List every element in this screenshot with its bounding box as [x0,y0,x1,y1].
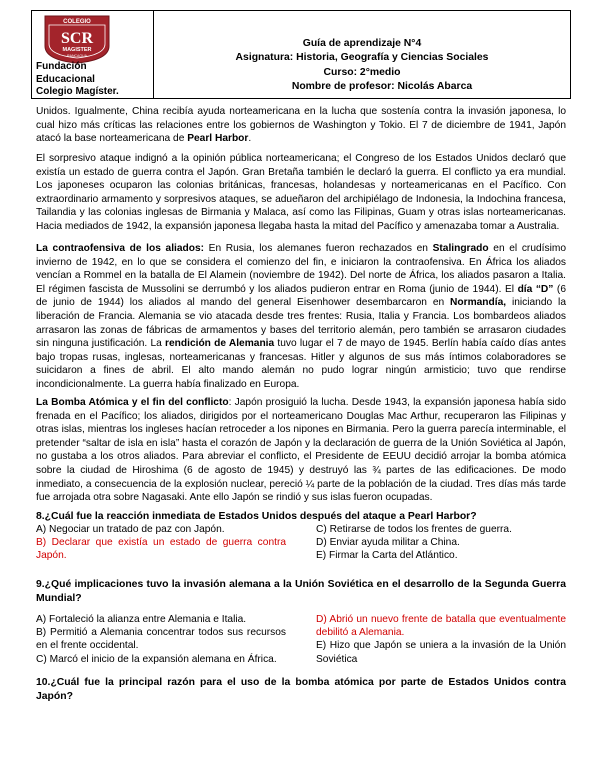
subject-line: Asignatura: Historia, Geografía y Ciencias Sociales [235,52,489,64]
svg-text:COLEGIO: COLEGIO [63,19,91,25]
header-table [31,10,571,99]
header-logo-cell [32,11,154,98]
question-8-options [36,523,566,563]
paragraph-atomic-bomb: La Bomba Atómica y el fin del conflicto: Japón prosiguió la lucha. Desde 1943, la expansión japonesa había sido frenada en el Pacífico; los aliados, dirigidos por el norteamericano Douglas Mac Arthur, recuperaron las Filipinas y otras islas, mientras los ingleses hacían retroceder a los nipones en Birmania. Pero la guerra parecía interminable, el pretender “saltar de isla en isla” hasta el corazón de Japón y la declaración de guerra de la Unión Soviética al Japón, no gustaba a los otros aliados. Para abreviar el conflicto, el Presidente de EEUU decidió arrojar la bomba atómica sobre la ciudad de Hiroshima (6 de agosto de 1945) y destruyó las ¾ partes de las edificaciones. De modo inmediato, a consecuencia de la explosión nuclear, pereció ¼ parte de la población de la ciudad. Tres días más tarde fue arrojada otra sobre Nagasaki. Ante ello Japón se rindió y sus islas fueron ocupadas. [36,397,566,504]
foundation-name: Fundación Educacional Colegio Magíster. [36,61,119,97]
question-9-options [36,613,566,666]
question-9: 9.¿Qué implicaciones tuvo la invasión alemana a la Unión Soviética en el desarrollo de la Segunda Guerra Mundial? [36,579,566,604]
header-info-cell [154,11,570,98]
paragraph-pearl-harbor: Unidos. Igualmente, China recibía ayuda norteamericana en la lucha que sostenía contra la invasión japonesa, lo cual hizo más críticas las relaciones entre los gobiernos de Washington y Tokio. El 7 de diciembre de 1941, Japón atacó la base norteamericana de Pearl Harbor. [36,106,566,145]
svg-text:SCR: SCR [60,30,94,47]
q8-option-a[interactable]: A) Negociar un tratado de paz con Japón. [36,524,225,535]
q9-option-a[interactable]: A) Fortaleció la alianza entre Alemania e Italia. [36,614,247,625]
q9-option-e[interactable]: E) Hizo que Japón se uniera a la invasión de la Unión Soviética [316,640,566,665]
q8-option-c[interactable]: C) Retirarse de todos los frentes de guerra. [316,524,512,535]
q9-option-c[interactable]: C) Marcó el inicio de la expansión alemana en África. [36,653,277,665]
q8-option-d[interactable]: D) Enviar ayuda militar a China. [316,537,460,549]
paragraph-world-conflict: El sorpresivo ataque indignó a la opinión pública norteamericana; el Congreso de los Estados Unidos declaró que existía un estado de guerra contra el Japón. Gran Bretaña también le declaró la guerra. El conflicto ya era mundial. Los japoneses ocuparon las colonias británicas, francesas, holandesas y norteamericanas en el Pacífico. Con extraordinario armamento y sorpresivos ataques, se adueñaron del archipiélago de Indonesia, la Indochina francesa, Tailandia y las colonias inglesas de Birmania y Malaca, así como las Filipinas, Guam y otras islas norteamericanas. Hacia mediados de 1942, la expansión japonesa llegaba hasta la mitad del Pacífico y amenazaba tomar a Australia. [36,153,566,232]
paragraph-allied-counteroffensive: La contraofensiva de los aliados: En Rusia, los alemanes fueron rechazados en Stalingrado en el crudísimo invierno de 1942, en lo que se considera el comienzo del fin, e iniciaron la contraofensiva. En África los aliados vencían a Rommel en la batalla de El Alamein (noviembre de 1942). Del norte de África, los aliados pasaron a Italia. El régimen fascista de Mussolini se derrumbó y los aliados pudieron entrar en Roma (junio de 1944). El día “D” (6 de junio de 1944) los aliados al mando del general Eisenhower desembarcaron en Normandía, iniciando la liberación de Francia. Alemania se vio atacada desde tres frentes: Rusia, Italia y Francia. Los bombardeos aliados arrasaron las zonas de fábricas de armamentos y bases del territorio alemán, pero también se arrasaron ciudades sin ninguna justificación. La rendición de Alemania tuvo lugar el 7 de mayo de 1945. Berlín había caído días antes bajo tropas rusas, inglesas, norteamericanas y francesas. Hitler y algunos de sus más íntimos colaboradores se suicidaron a fines de abril. El alto mando alemán no pudo lograr ningún armisticio; tuvo que rendirse incondicionalmente. La guerra había finalizado en Europa. [36,243,566,390]
q8-option-e[interactable]: E) Firmar la Carta del Atlántico. [316,550,458,562]
q9-option-b[interactable]: B) Permitió a Alemania concentrar todos sus recursos en el frente occidental. [36,627,286,652]
course-line: Curso: 2°medio [323,66,401,78]
svg-text:RANCAGUA: RANCAGUA [67,54,87,58]
school-logo-icon [42,14,112,64]
question-10: 10.¿Cuál fue la principal razón para el uso de la bomba atómica por parte de Estados Unidos contra Japón? [36,677,566,702]
guide-title: Guía de aprendizaje N°4 [302,38,422,50]
q8-option-b[interactable]: B) Declarar que existía un estado de guerra contra Japón. [36,537,286,562]
question-8: 8.¿Cuál fue la reacción inmediata de Estados Unidos después del ataque a Pearl Harbor? [36,511,477,522]
q9-option-d[interactable]: D) Abrió un nuevo frente de batalla que eventualmente debilitó a Alemania. [316,614,566,639]
svg-text:MAGISTER: MAGISTER [62,47,92,53]
teacher-line: Nombre de profesor: Nicolás Abarca [291,80,473,92]
